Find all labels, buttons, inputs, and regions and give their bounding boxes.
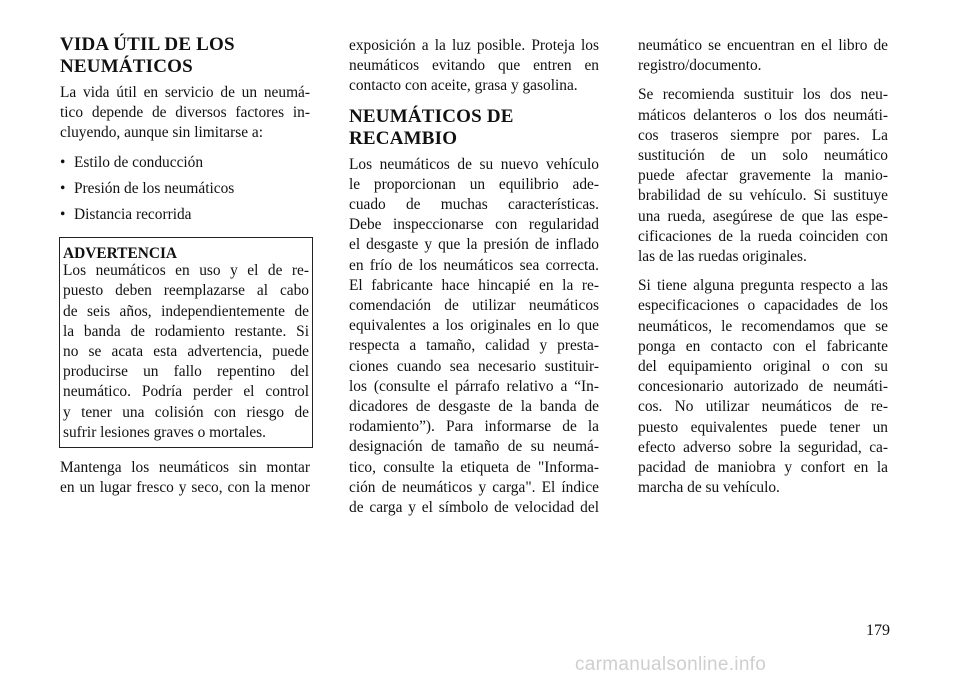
text-line: en frío de los neumáticos sea correcta. — [349, 256, 599, 274]
text-line: en un lugar fresco y seco, con la menor — [60, 479, 310, 497]
text-line: ción de neumáticos y carga". El índice — [349, 478, 599, 496]
column-3 — [638, 36, 888, 507]
text-line: brabilidad de su vehículo. Si sustituye — [638, 187, 888, 205]
pairs-paragraph — [638, 85, 888, 267]
text-line: tico depende de diversos factores in- — [60, 104, 310, 122]
warning-box — [59, 237, 313, 448]
text-line: producirse un fallo repentino del — [63, 363, 309, 381]
warning-text — [63, 261, 309, 443]
heading-line: RECAMBIO — [349, 127, 458, 149]
text-line: cificaciones de la rueda coinciden con — [638, 227, 888, 245]
text-line: neumáticos evitando que entren en — [349, 57, 599, 75]
list-item: • Distancia recorrida — [60, 205, 310, 225]
text-line: concesionario autorizado de neumáti- — [638, 378, 888, 396]
watermark: carmanualsonline.info — [575, 654, 767, 675]
text-line: cuado de muchas características. — [349, 196, 599, 214]
storage-paragraph — [60, 458, 310, 498]
text-line: cos traseros siempre por pares. La — [638, 126, 888, 144]
text-line: ponga en contacto con el fabricante — [638, 337, 888, 355]
text-line: Mantenga los neumáticos sin montar — [60, 459, 310, 477]
text-line: comendación de utilizar neumáticos — [349, 297, 599, 315]
column-1 — [60, 34, 310, 507]
text-line: Los neumáticos de su nuevo vehículo — [349, 155, 599, 173]
text-line: Debe inspeccionarse con regularidad — [349, 216, 599, 234]
column-2 — [349, 36, 599, 527]
text-line: efecto adverso sobre la seguridad, ca- — [638, 438, 888, 456]
list-item: • Estilo de conducción — [60, 153, 310, 173]
text-line: Los neumáticos en uso y el de re- — [63, 262, 309, 280]
text-line: marcha de su vehículo. — [638, 479, 780, 497]
warning-title: ADVERTENCIA — [63, 245, 178, 263]
text-line: El fabricante hace hincapié en la re- — [349, 276, 599, 294]
text-line: ciones cuando sea necesario sustituir- — [349, 357, 599, 375]
text-line: neumáticos, le recomendamos que se — [638, 317, 888, 335]
text-line: el desgaste y que la presión de inflado — [349, 236, 599, 254]
heading-line: NEUMÁTICOS — [60, 56, 193, 77]
text-line: dicadores de desgaste de la banda de — [349, 398, 599, 416]
intro-paragraph — [60, 83, 310, 144]
text-line: los (consulte el párrafo relativo a “In- — [349, 377, 599, 395]
text-line: cluyendo, aunque sin limitarse a: — [60, 124, 264, 142]
text-line: la banda de rodamiento restante. Si — [63, 322, 309, 340]
text-line: una rueda, asegúrese de que las espe- — [638, 207, 888, 225]
text-line: rodamiento”). Para informarse de la — [349, 418, 599, 436]
page-number: 179 — [866, 622, 890, 639]
text-line: puesto equivalentes puede tener un — [638, 418, 888, 436]
heading-line: VIDA ÚTIL DE LOS — [60, 34, 235, 55]
text-line: respecta a tamaño, calidad y presta- — [349, 337, 599, 355]
text-line: designación de tamaño de su neumá- — [349, 438, 599, 456]
text-line: tico, consulte la etiqueta de "Informa- — [349, 458, 599, 476]
section-heading-replacement — [349, 106, 599, 150]
text-line: de carga y el símbolo de velocidad del — [349, 499, 599, 517]
text-line: sustitución de un solo neumático — [638, 147, 888, 165]
text-line: especificaciones o capacidades de los — [638, 297, 888, 315]
text-line: registro/documento. — [638, 57, 762, 75]
text-line: puede afectar gravemente la manio- — [638, 167, 888, 185]
text-line: equivalentes a los originales en lo que — [349, 317, 599, 335]
section-heading-tire-life — [60, 34, 310, 78]
text-line: pacidad de maniobra y confort en la — [638, 459, 888, 477]
text-line: puesto deben reemplazarse al cabo — [63, 282, 309, 300]
replacement-paragraph — [349, 155, 599, 519]
load-index-paragraph — [638, 36, 888, 76]
text-line: contacto con aceite, grasa y gasolina. — [349, 77, 578, 95]
list-item: • Presión de los neumáticos — [60, 179, 310, 199]
text-line: máticos delanteros o los dos neumáti- — [638, 106, 888, 124]
text-line: de seis años, independientemente de — [63, 302, 309, 320]
text-line: La vida útil en servicio de un neumá- — [60, 84, 310, 101]
text-line: exposición a la luz posible. Proteja los — [349, 37, 599, 54]
text-line: cos. No utilizar neumáticos de re- — [638, 398, 888, 416]
text-line: Si tiene alguna pregunta respecto a las — [638, 277, 888, 295]
text-line: del equipamiento original o con su — [638, 358, 888, 376]
questions-paragraph — [638, 276, 888, 498]
text-line: Se recomienda sustituir los dos neu- — [638, 86, 888, 104]
text-line: sufrir lesiones graves o mortales. — [63, 423, 267, 441]
storage-paragraph-cont — [349, 36, 599, 97]
text-line: no se acata esta advertencia, puede — [63, 343, 309, 361]
text-line: neumático se encuentran en el libro de — [638, 37, 888, 54]
text-line: las de las ruedas originales. — [638, 248, 807, 266]
heading-line: NEUMÁTICOS DE — [349, 105, 514, 127]
factor-list — [60, 153, 310, 226]
text-line: le proporcionan un equilibrio ade- — [349, 175, 599, 193]
text-line: neumático. Podría perder el control — [63, 383, 309, 401]
text-line: y tener una colisión con riesgo de — [63, 403, 309, 421]
